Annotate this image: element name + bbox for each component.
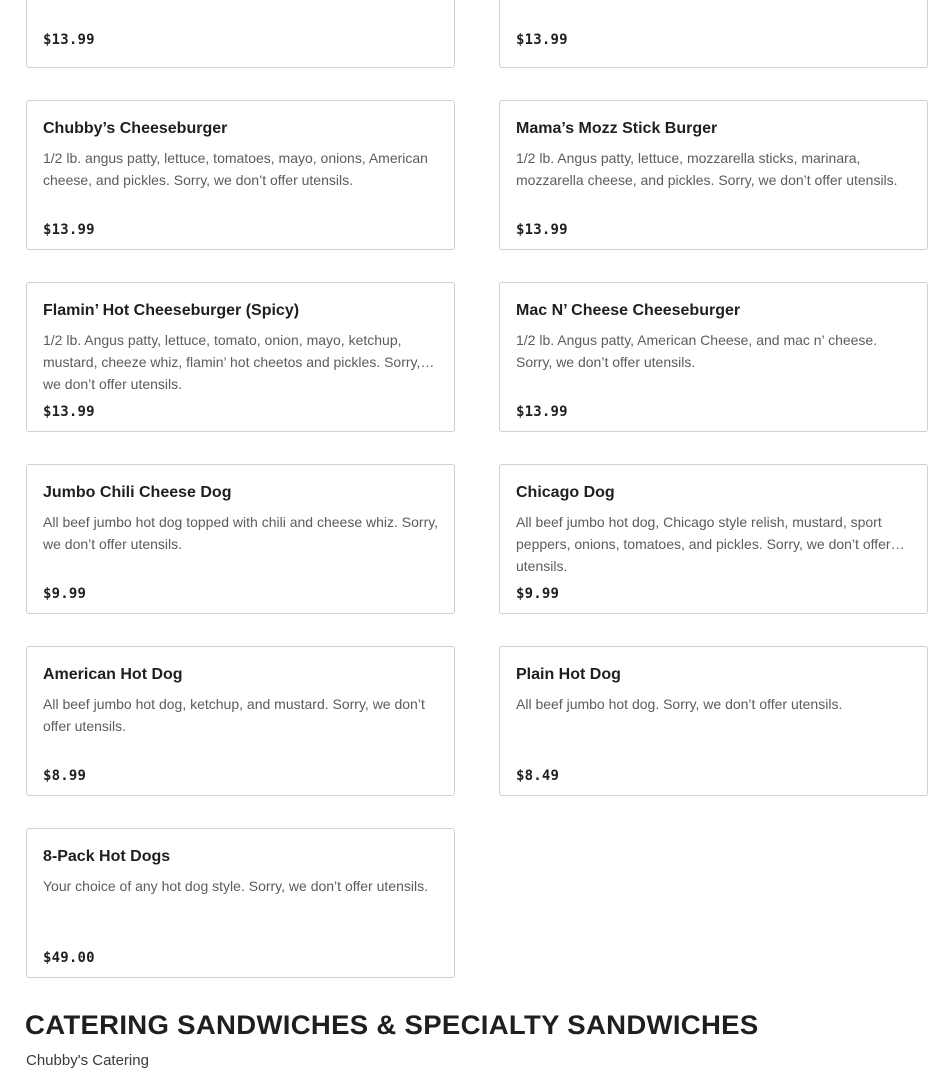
menu-item-description: 1/2 lb. angus patty, lettuce, tomatoes, mayo, onions, American cheese, and pickles. Sorry, we don’t offer utensils. — [43, 150, 428, 188]
menu-item-title: Flamin’ Hot Cheeseburger (Spicy) — [43, 302, 300, 319]
menu-item-title: Mac N’ Cheese Cheeseburger — [516, 302, 741, 319]
menu-item-price: $8.99 — [43, 768, 87, 784]
menu-item-description: Your choice of any hot dog style. Sorry, we don’t offer utensils. — [43, 878, 428, 894]
menu-item-card[interactable] — [26, 828, 455, 978]
menu-item-price: $49.00 — [43, 950, 95, 966]
menu-item-price: $9.99 — [516, 586, 560, 602]
menu-item-description: All beef jumbo hot dog, ketchup, and mustard. Sorry, we don’t offer utensils. — [43, 696, 425, 734]
menu-item-card[interactable] — [499, 464, 928, 614]
menu-item-description: 1/2 lb. Angus patty, American Cheese, and mac n’ cheese. Sorry, we don’t offer utensils. — [516, 332, 878, 370]
menu-item-card[interactable] — [26, 0, 455, 68]
section-heading: CATERING SANDWICHES & SPECIALTY SANDWICHES — [25, 1010, 759, 1040]
menu-item-price: $13.99 — [516, 222, 568, 238]
menu-item-description: 1/2 lb. Angus patty, lettuce, mozzarella sticks, marinara, mozzarella cheese, and pickles. Sorry, we don’t offer utensils. — [516, 150, 898, 188]
menu-item-price: $13.99 — [43, 404, 95, 420]
menu-item-card[interactable] — [26, 282, 455, 432]
menu-item-description — [43, 0, 440, 23]
menu-item-title: Mama’s Mozz Stick Burger — [516, 120, 718, 137]
section-subtitle: Chubby's Catering — [26, 1052, 149, 1069]
menu-item-card[interactable] — [26, 100, 455, 250]
menu-item-title: Chubby’s Cheeseburger — [43, 120, 228, 137]
menu-item-description: All beef jumbo hot dog. Sorry, we don’t offer utensils. — [516, 696, 843, 712]
menu-item-description: 1/2 lb. Angus patty, lettuce, tomato, onion, mayo, ketchup, mustard, cheeze whiz, flamin’ hot cheetos and pickles. Sorry, we don’t offer utensils. — [43, 332, 421, 392]
menu-item-price: $9.99 — [43, 586, 87, 602]
menu-item-card[interactable] — [26, 646, 455, 796]
menu-item-title: 8-Pack Hot Dogs — [43, 848, 171, 865]
menu-item-description: All beef jumbo hot dog, Chicago style relish, mustard, sport peppers, onions, tomatoes, and pickles. Sorry, we don’t offer utensils. — [516, 514, 891, 574]
menu-item-price: $8.49 — [516, 768, 560, 784]
menu-item-card[interactable] — [499, 646, 928, 796]
menu-item-title: Chicago Dog — [516, 484, 615, 501]
menu-item-card[interactable] — [499, 282, 928, 432]
menu-item-card[interactable] — [499, 100, 928, 250]
menu-item-price: $13.99 — [516, 32, 568, 48]
menu-item-title: Plain Hot Dog — [516, 666, 621, 683]
menu-item-title: American Hot Dog — [43, 666, 183, 683]
menu-item-price: $13.99 — [43, 222, 95, 238]
menu-item-description — [516, 0, 913, 1]
menu-item-price: $13.99 — [516, 404, 568, 420]
menu-item-description: All beef jumbo hot dog topped with chili and cheese whiz. Sorry, we don’t offer utensils. — [43, 514, 439, 552]
menu-item-card[interactable] — [26, 464, 455, 614]
menu-item-price: $13.99 — [43, 32, 95, 48]
menu-item-card[interactable] — [499, 0, 928, 68]
menu-item-title: Jumbo Chili Cheese Dog — [43, 484, 232, 501]
